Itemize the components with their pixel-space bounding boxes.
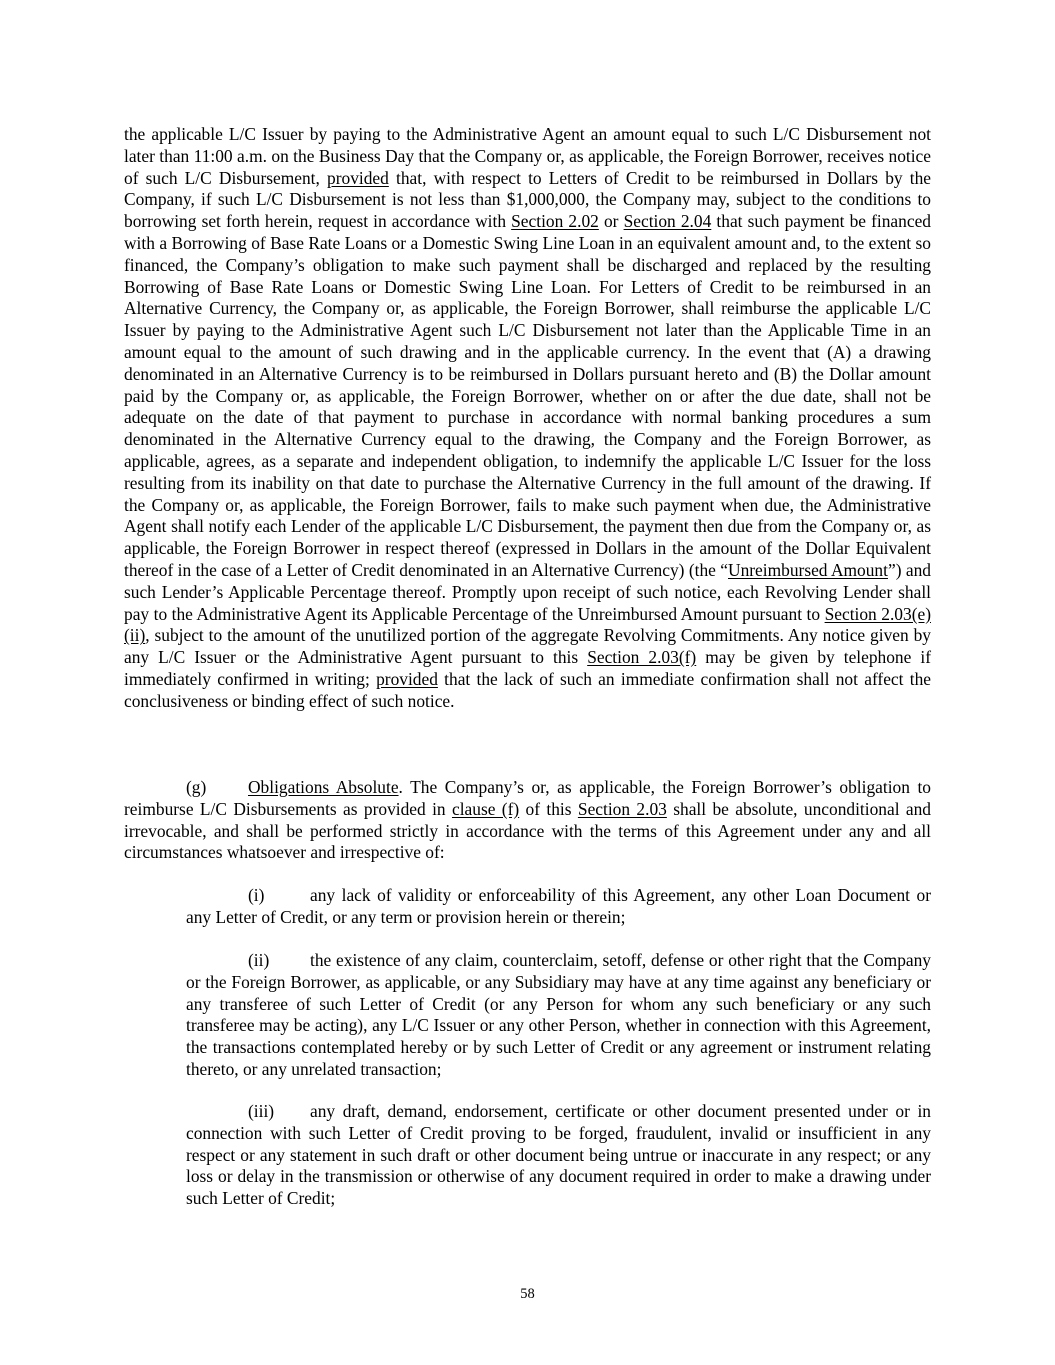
text-run: any draft, demand, endorsement, certificate or other document presented under or in connection with such Letter of Credit proving to be forged, fraudulent, invalid or insufficient in any respect or any statement in such draft or other document being untrue or inaccurate in any respect; or any loss or delay in the transmission or otherwise of any document required in order to make a drawing under such Letter of Credit; xyxy=(186,1101,931,1209)
unreimbursed-amount-term: Unreimbursed Amount xyxy=(728,559,888,580)
text-run: ”) and such Lender’s Applicable Percentage thereof. Promptly upon receipt of such notice, each Revolving Lender shall pay to the Administrative Agent its Applicable Percentage of the Unreimbursed Amount pursuant to xyxy=(124,559,931,624)
text-run: . The Company’s or, as applicable, the Foreign Borrower’s obligation to reimburse L/C Disbursements as provided in xyxy=(124,777,932,819)
clause-label: (g) xyxy=(186,777,207,797)
text-run: that, with respect to Letters of Credit to be reimbursed in Dollars by the Company, if such L/C Disbursement is not less than $1,000,000, the Company may, subject to the conditions to borrowing set forth herein, request in accordance with xyxy=(124,167,931,232)
section-2-03-f-reference: Section 2.03(f) xyxy=(587,647,697,668)
subclause-i xyxy=(186,885,931,929)
clause-f-reference: clause (f) xyxy=(451,798,520,819)
text-run: that the lack of such an immediate confirmation shall not affect the conclusiveness or binding effect of such notice. xyxy=(124,668,931,711)
clause-label: (iii) xyxy=(248,1101,275,1121)
section-2-03-e-ii-reference: Section 2.03(e)(ii) xyxy=(124,603,931,646)
section-heading: Obligations Absolute xyxy=(248,777,399,797)
text-run: may be given by telephone if immediately confirmed in writing; xyxy=(124,647,931,689)
subclause-ii xyxy=(186,950,931,1081)
text-run: that such payment be financed with a Borrowing of Base Rate Loans or a Domestic Swing Line Loan in an equivalent amount and, to the extent so financed, the Company’s obligation to make such payment shall be discharged and replaced by the resulting Borrowing of Base Rate Loans or Domestic Swing Line Loan. For Letters of Credit to be reimbursed in an Alternative Currency, the Company or, as applicable, the Foreign Borrower, shall reimburse the applicable L/C Issuer by paying to the Administrative Agent such L/C Disbursement not later than the Applicable Time in an amount equal to the amount of such drawing and in the applicable currency. In the event that (A) a drawing denominated in an Alternative Currency is to be reimbursed in Dollars pursuant hereto and (B) the Dollar amount paid by the Company or, as applicable, the Foreign Borrower, whether on or after the due date, shall not be adequate on the date of that payment to purchase in accordance with normal banking procedures a sum denominated in the Alternative Currency equal to the drawing, the Company and the Foreign Borrower, as applicable, agrees, as a separate and independent obligation, to indemnify the applicable L/C Issuer for the loss resulting from its inability on that date to purchase the Alternative Currency in the full amount of the drawing. If the Company or, as applicable, the Foreign Borrower, fails to make such payment when due, the Administrative Agent shall notify each Lender of the applicable L/C Disbursement, the payment then due from the Company or, as applicable, the Foreign Borrower in respect thereof (expressed in Dollars in the amount of the Dollar Equivalent thereof in the case of a Letter of Credit denominated in an Alternative Currency) (the “ xyxy=(124,211,931,580)
page-number: 58 xyxy=(520,1286,535,1302)
section-2-04-reference: Section 2.04 xyxy=(623,211,712,232)
paragraph-obligations-absolute xyxy=(124,777,931,864)
text-run: , subject to the amount of the unutilized portion of the aggregate Revolving Commitments. Any notice given by any L/C Issuer or the Administrative Agent pursuant to this xyxy=(124,625,931,668)
text-run: shall be absolute, unconditional and irrevocable, and shall be performed strictly in accordance with the terms of this Agreement under any and all circumstances whatsoever and irrespective of: xyxy=(124,798,931,863)
provided-term: provided xyxy=(327,167,389,188)
text-run: the existence of any claim, counterclaim, setoff, defense or other right that the Company or the Foreign Borrower, as applicable, or any Subsidiary may have at any time against any beneficiary or any transferee of such Letter of Credit (or any Person for whom any such beneficiary or any such transferee may be acting), any L/C Issuer or any other Person, whether in connection with this Agreement, the transactions contemplated hereby or by such Letter of Credit or any agreement or instrument relating thereto, or any unrelated transaction; xyxy=(186,950,931,1079)
text-run: any lack of validity or enforceability of this Agreement, any other Loan Document or any Letter of Credit, or any term or provision herein or therein; xyxy=(186,885,931,927)
text-run: the applicable L/C Issuer by paying to the Administrative Agent an amount equal to such L/C Disbursement not later than 11:00 a.m. on the Business Day that the Company or, as applicable, the Foreign Borrower, receives notice of such L/C Disbursement, xyxy=(124,124,931,188)
clause-label: (ii) xyxy=(248,950,270,970)
subclause-iii xyxy=(186,1101,931,1210)
section-2-03-reference: Section 2.03 xyxy=(577,798,667,819)
text-run: of this xyxy=(519,798,578,819)
section-2-02-reference: Section 2.02 xyxy=(511,211,599,232)
text-run: or xyxy=(598,211,624,232)
clause-label: (i) xyxy=(248,885,265,905)
provided-term: provided xyxy=(376,668,438,689)
paragraph-reimbursement xyxy=(124,124,931,713)
